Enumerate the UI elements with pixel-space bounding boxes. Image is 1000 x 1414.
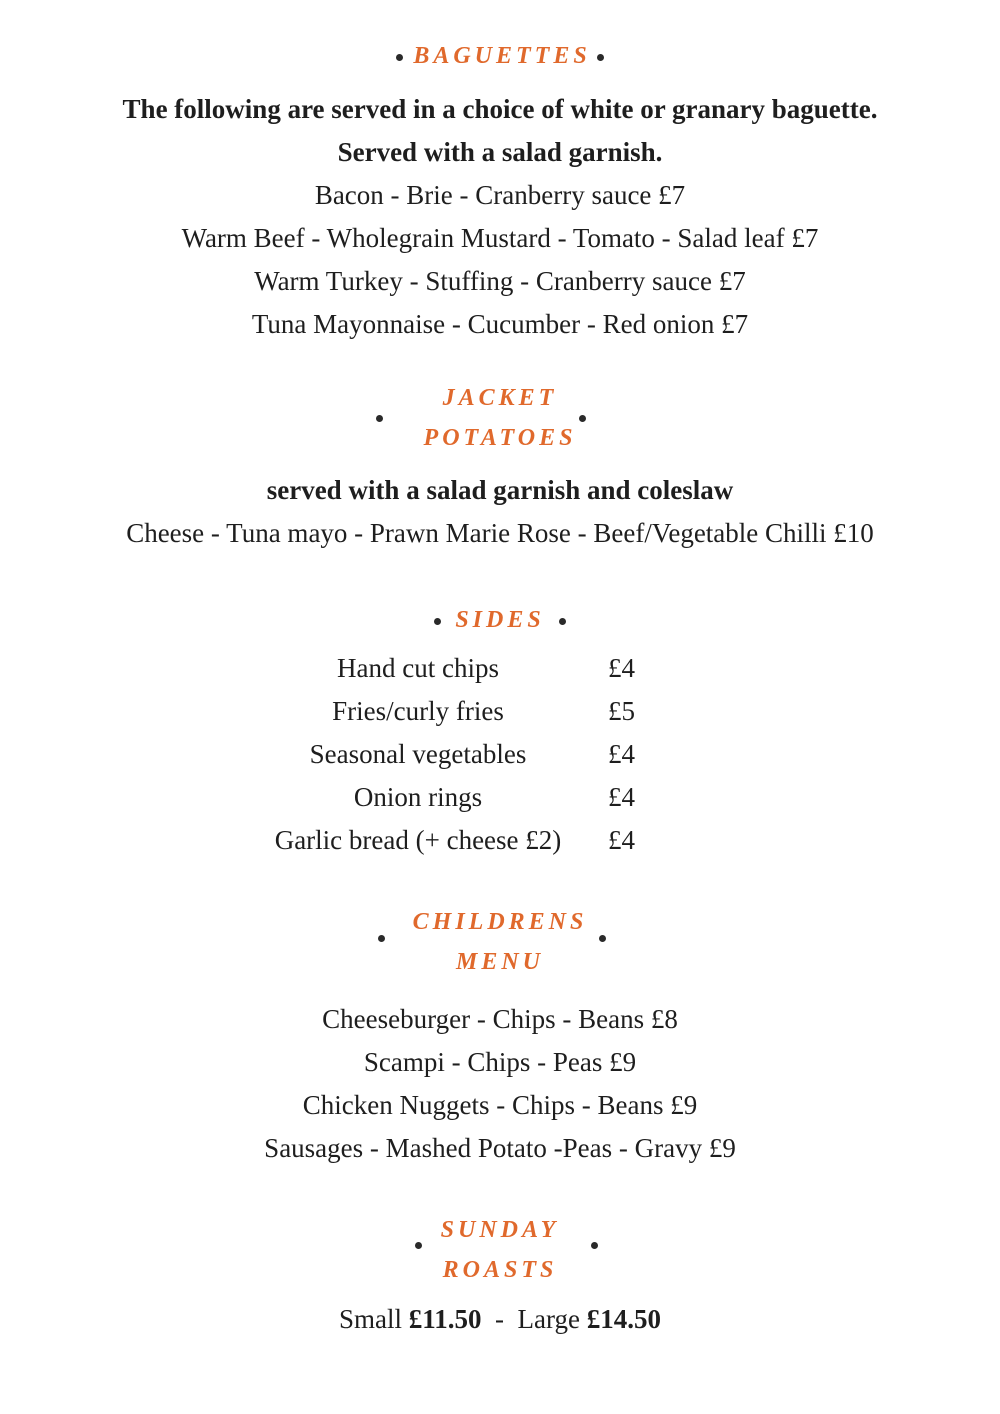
side-price: £4 [608, 739, 635, 769]
jacket-heading-line-2: POTATOES [423, 425, 577, 451]
bullet-dot [378, 935, 385, 942]
side-item [0, 819, 1000, 862]
sunday-prices [0, 1298, 1000, 1341]
large-label: Large [517, 1304, 580, 1334]
childrens-item: Chicken Nuggets - Chips - Beans £9 [302, 1090, 698, 1120]
childrens-item: Cheeseburger - Chips - Beans £8 [322, 1004, 678, 1034]
childrens-item: Sausages - Mashed Potato -Peas - Gravy £9 [264, 1133, 736, 1163]
sunday-heading-line-1: SUNDAY [440, 1217, 560, 1243]
jacket-item: Cheese - Tuna mayo - Prawn Marie Rose - Beef/Vegetable Chilli £10 [126, 518, 874, 548]
small-price: £11.50 [408, 1304, 482, 1334]
side-name: Garlic bread (+ cheese £2) [274, 825, 562, 855]
side-item [0, 776, 1000, 819]
bullet-dot [597, 54, 604, 61]
large-price: £14.50 [586, 1304, 661, 1334]
bullet-dot [415, 1242, 422, 1249]
sides-heading-text: SIDES [455, 607, 545, 633]
side-name: Seasonal vegetables [309, 739, 527, 769]
bullet-dot [559, 618, 566, 625]
sunday-heading-line-2: ROASTS [442, 1257, 558, 1283]
baguette-item: Warm Beef - Wholegrain Mustard - Tomato - Salad leaf £7 [181, 223, 819, 253]
side-price: £5 [608, 696, 635, 726]
childrens-heading-line-1: CHILDRENS [412, 909, 588, 935]
baguette-item: Bacon - Brie - Cranberry sauce £7 [314, 180, 686, 210]
baguettes-intro-1: The following are served in a choice of white or granary baguette. [122, 94, 878, 124]
baguettes-heading [0, 36, 1000, 76]
side-item [0, 690, 1000, 733]
baguettes-heading-text: BAGUETTES [413, 43, 591, 69]
sides-heading [0, 600, 1000, 640]
side-price: £4 [608, 782, 635, 812]
bullet-dot [599, 935, 606, 942]
side-price: £4 [608, 825, 635, 855]
side-name: Hand cut chips [337, 653, 499, 683]
side-name: Onion rings [353, 782, 483, 812]
price-separator: - [495, 1304, 505, 1334]
jacket-heading-line-1: JACKET [442, 385, 558, 411]
childrens-heading [0, 902, 1000, 982]
bullet-dot [579, 415, 586, 422]
bullet-dot [376, 415, 383, 422]
side-item [0, 733, 1000, 776]
jacket-intro: served with a salad garnish and coleslaw [266, 475, 734, 505]
baguette-item: Tuna Mayonnaise - Cucumber - Red onion £7 [251, 309, 749, 339]
small-label: Small [339, 1304, 403, 1334]
side-item [0, 647, 1000, 690]
jacket-heading [0, 378, 1000, 458]
bullet-dot [396, 54, 403, 61]
childrens-item: Scampi - Chips - Peas £9 [363, 1047, 637, 1077]
bullet-dot [434, 618, 441, 625]
baguette-item: Warm Turkey - Stuffing - Cranberry sauce £7 [254, 266, 746, 296]
bullet-dot [591, 1242, 598, 1249]
sunday-heading [0, 1210, 1000, 1290]
side-price: £4 [608, 653, 635, 683]
childrens-heading-line-2: MENU [455, 949, 544, 975]
side-name: Fries/curly fries [332, 696, 504, 726]
baguettes-intro-2: Served with a salad garnish. [337, 137, 663, 167]
